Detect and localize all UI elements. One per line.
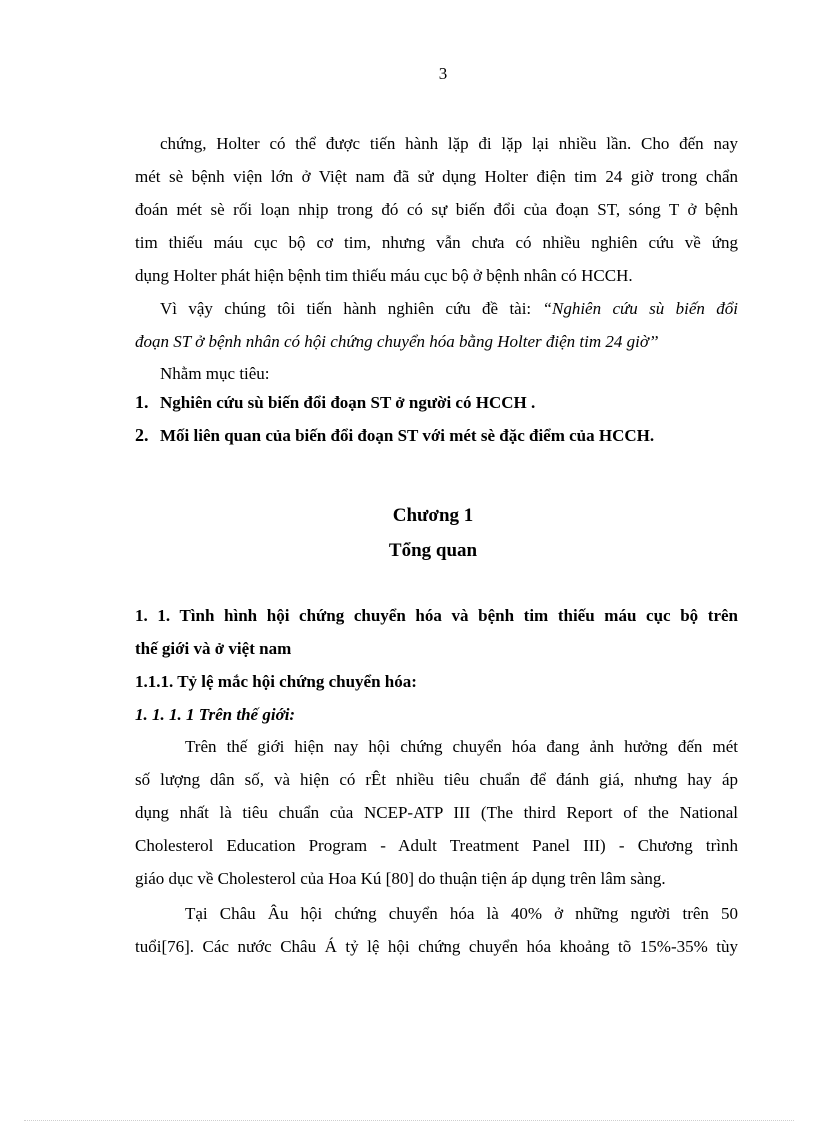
study-title-part2: đoạn ST ở bệnh nhân có hội chứng chuyển hóa bằng Holter điện tim 24 giờ’’ — [135, 332, 659, 351]
heading-line: 1.1.1. Tỷ lệ mắc hội chứng chuyển hóa: — [135, 672, 417, 691]
study-title-part1: “Nghiên cứu sù biến đổi — [542, 299, 738, 318]
objective-text: Nghiên cứu sù biến đổi đoạn ST ở người có HCCH . — [160, 393, 536, 412]
chapter-title: Tổng quan — [388, 540, 478, 561]
text-line: tim thiếu máu cục bộ cơ tim, nhưng vẫn chưa có nhiều nghiên cứu về ứng — [135, 233, 738, 252]
objective-number: 1. — [135, 392, 149, 412]
objective-text: Mối liên quan của biến đổi đoạn ST với mét sè đặc điểm của HCCH. — [160, 426, 655, 445]
text-line — [135, 292, 738, 325]
heading-line: 1. 1. Tình hình hội chứng chuyển hóa và bệnh tim thiếu máu cục bộ trên — [135, 606, 738, 625]
text-line: Cholesterol Education Program - Adult Treatment Panel III) - Chương trình — [135, 836, 738, 855]
text-line: dụng Holter phát hiện bệnh tim thiếu máu cục bộ ở bệnh nhân có HCCH. — [135, 266, 633, 285]
text-line: giáo dục về Cholesterol của Hoa Kú [80] do thuận tiện áp dụng trên lâm sàng. — [135, 869, 666, 888]
chapter-label: Chương 1 — [392, 505, 474, 526]
text-line: Trên thế giới hiện nay hội chứng chuyển hóa đang ảnh hưởng đến mét — [185, 737, 738, 756]
text-line: chứng, Holter có thể được tiến hành lặp đi lặp lại nhiều lần. Cho đến nay — [160, 134, 738, 153]
paragraph-europe — [135, 897, 738, 963]
section-1-1-heading — [135, 599, 738, 665]
lead-text: Vì vậy chúng tôi tiến hành nghiên cứu đề tài: — [160, 299, 543, 318]
text-line: dụng nhất là tiêu chuẩn của NCEP-ATP III (The third Report of the National — [135, 803, 738, 822]
objective-item-1 — [135, 392, 535, 413]
text-line: Tại Châu Âu hội chứng chuyển hóa là 40% ở những người trên 50 — [185, 904, 738, 923]
section-1-1-1-heading — [135, 665, 738, 698]
paragraph-ncep — [135, 730, 738, 895]
objective-item-2 — [135, 425, 654, 446]
objectives-intro — [135, 357, 738, 390]
heading-line: 1. 1. 1. 1 Trên thế giới: — [135, 705, 296, 724]
paragraph-study-title — [135, 292, 738, 358]
text-line: đoán mét sè rối loạn nhịp trong đó có sự biến đổi của đoạn ST, sóng T ở bệnh — [135, 200, 738, 219]
text-line: tuổi[76]. Các nước Châu Á tỷ lệ hội chứng chuyển hóa khoảng tõ 15%-35% tùy — [135, 937, 738, 956]
text-line: mét sè bệnh viện lớn ở Việt nam đã sử dụng Holter điện tim 24 giờ trong chẩn — [135, 167, 738, 186]
page-number: 3 — [438, 64, 448, 83]
objectives-intro-text: Nhằm mục tiêu: — [160, 364, 270, 383]
paragraph-holter — [135, 127, 738, 292]
section-1-1-1-1-heading — [135, 698, 738, 731]
text-line: số lượng dân số, và hiện có rÊt nhiều tiêu chuẩn để đánh giá, nhưng hay áp — [135, 770, 738, 789]
objective-number: 2. — [135, 425, 149, 445]
heading-line: thế giới và ở việt nam — [135, 639, 292, 658]
page-bottom-divider — [24, 1120, 794, 1121]
